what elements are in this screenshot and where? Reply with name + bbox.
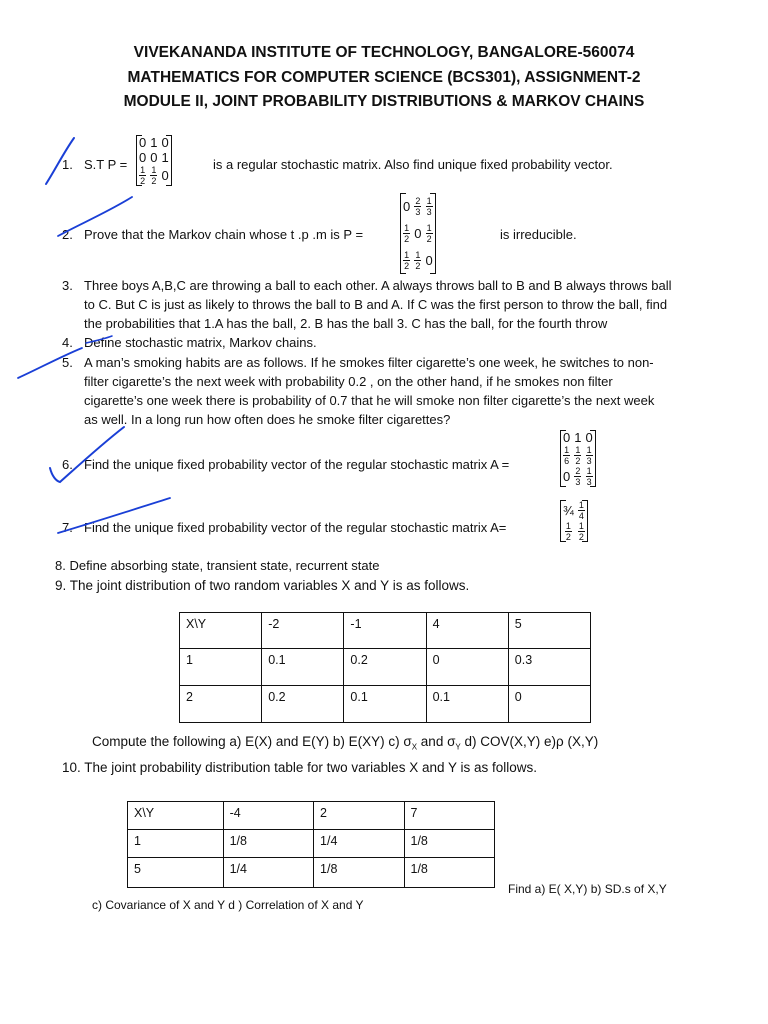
table-cell: 0 — [426, 649, 508, 686]
q10-text: 10. The joint probability distribution table for two variables X and Y is as follows. — [62, 760, 538, 775]
q3-line-3: the probabilities that 1.A has the ball, 2. B has the ball 3. C has the ball, for the fourth throw — [84, 316, 608, 331]
table-cell: 4 — [426, 613, 508, 649]
q3-line-2: to C. But C is just as likely to throws the ball to B and A. If C was the first person to throw the ball, find — [84, 297, 668, 312]
q10-table — [127, 801, 495, 888]
table-cell: 1 — [180, 649, 262, 686]
q3-line-1: Three boys A,B,C are throwing a ball to each other. A always throws ball to B and B always throws ball — [84, 278, 672, 293]
table-cell: 1/8 — [404, 830, 495, 858]
q7-text: Find the unique fixed probability vector of the regular stochastic matrix A= — [84, 520, 507, 535]
q2-prefix: Prove that the Markov chain whose t .p .m is P = — [84, 227, 364, 242]
q1-matrix: 0 1 0 0 0 1 $\frac{1}{2}$ $\frac{1}{2}$ 0 — [136, 135, 172, 186]
table-cell: 1/8 — [404, 858, 495, 888]
table-cell: 2 — [180, 686, 262, 723]
table-cell: X\Y — [180, 613, 262, 649]
table-cell: 7 — [404, 802, 495, 830]
q4-text: Define stochastic matrix, Markov chains. — [84, 335, 317, 350]
table-cell: 0.1 — [344, 686, 426, 723]
q9-compute: Compute the following a) E(X) and E(Y) b) E(XY) c) $\sigma_X$ and $\sigma_Y$ d) COV(X,Y) e)ρ (X,Y) — [92, 734, 599, 752]
table-cell: 2 — [314, 802, 404, 830]
table-cell: 1/8 — [223, 830, 313, 858]
q6-matrix: 0 1 0 $\frac{1}{6}$ $\frac{1}{2}$ $\frac{1}{3}$ 0 $\frac{2}{3}$ $\frac{1}{3}$ — [560, 430, 596, 487]
q5-line-4: as well. In a long run how often does he smoke filter cigarettes? — [84, 412, 451, 427]
q2-text: is irreducible. — [500, 227, 577, 242]
table-cell: 1/4 — [314, 830, 404, 858]
table-cell: 0.3 — [508, 649, 590, 686]
table-cell: 0.2 — [262, 686, 344, 723]
q1-prefix: S.T P = — [84, 157, 128, 172]
table-cell: -2 — [262, 613, 344, 649]
q10-find: Find a) E( X,Y) b) SD.s of X,Y — [508, 882, 667, 896]
table-cell: 1/8 — [314, 858, 404, 888]
q7-matrix: ¾ $\frac{1}{4}$ $\frac{1}{2}$ $\frac{1}{2}$ — [560, 500, 588, 542]
q5-line-2: filter cigarette’s the next week with probability 0.2 , on the other hand, if he smokes non filter — [84, 374, 613, 389]
q6-number: 6. — [62, 457, 73, 472]
q2-matrix: 0 $\frac{2}{3}$ $\frac{1}{3}$ $\frac{1}{2}$ 0 $\frac{1}{2}$ $\frac{1}{2}$ $\frac{1}{2}$ 0 — [400, 193, 436, 274]
q3-number: 3. — [62, 278, 73, 293]
q4-number: 4. — [62, 335, 73, 350]
q7-number: 7. — [62, 520, 73, 535]
q8-text: 8. Define absorbing state, transient state, recurrent state — [55, 558, 380, 573]
header-line-2: MATHEMATICS FOR COMPUTER SCIENCE (BCS301), ASSIGNMENT-2 — [127, 69, 641, 86]
q5-line-3: cigarette’s one week there is probability of 0.7 that he will smoke non filter cigarette’s the next week — [84, 393, 655, 408]
table-cell: 0.1 — [426, 686, 508, 723]
header-line-3: MODULE II, JOINT PROBABILITY DISTRIBUTIONS & MARKOV CHAINS — [123, 93, 645, 110]
table-cell: 1/4 — [223, 858, 313, 888]
table-cell: 0.1 — [262, 649, 344, 686]
q6-text: Find the unique fixed probability vector of the regular stochastic matrix A = — [84, 457, 510, 472]
table-cell: X\Y — [128, 802, 224, 830]
q9-text: 9. The joint distribution of two random variables X and Y is as follows. — [55, 578, 470, 593]
table-cell: 1 — [128, 830, 224, 858]
table-cell: 0 — [508, 686, 590, 723]
table-cell: 5 — [128, 858, 224, 888]
table-cell: 5 — [508, 613, 590, 649]
q5-number: 5. — [62, 355, 73, 370]
q1-text: is a regular stochastic matrix. Also find unique fixed probability vector. — [213, 157, 613, 172]
q2-number: 2. — [62, 227, 73, 242]
header-line-1: VIVEKANANDA INSTITUTE OF TECHNOLOGY, BANGALORE-560074 — [133, 44, 635, 61]
table-cell: 0.2 — [344, 649, 426, 686]
q5-line-1: A man’s smoking habits are as follows. If he smokes filter cigarette’s one week, he switches to non- — [84, 355, 654, 370]
q1-number: 1. — [62, 157, 73, 172]
q9-table — [179, 612, 591, 723]
table-cell: -4 — [223, 802, 313, 830]
q10-cd: c) Covariance of X and Y d ) Correlation of X and Y — [92, 898, 364, 912]
table-cell: -1 — [344, 613, 426, 649]
